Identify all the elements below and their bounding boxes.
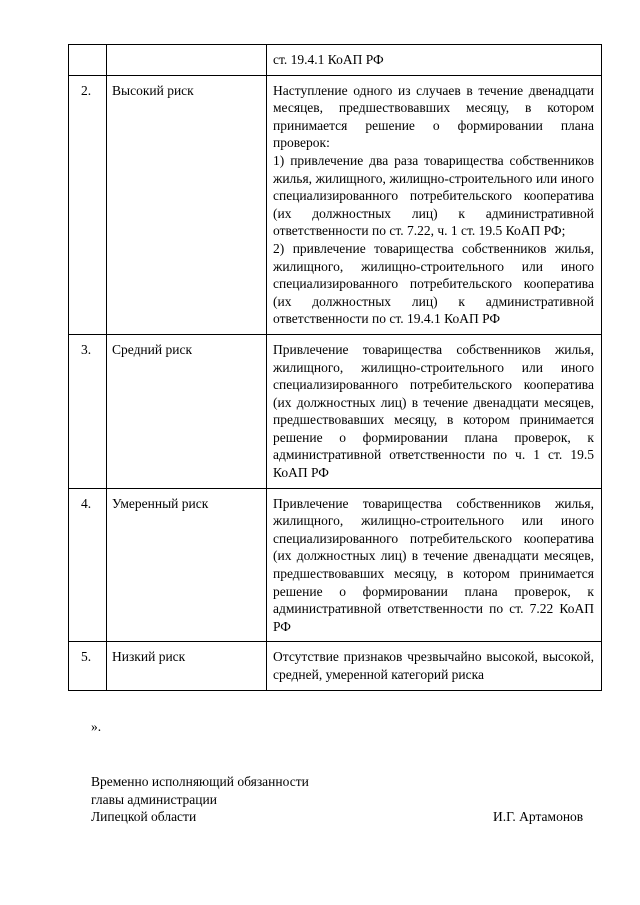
table-row	[69, 488, 602, 642]
signature-position-line-3: Липецкой области	[91, 809, 197, 825]
risk-category-label	[107, 45, 266, 51]
row-number: 5.	[81, 649, 92, 665]
row-number	[69, 45, 106, 51]
row-number-cell	[69, 75, 107, 334]
risk-criteria-paragraph: Отсутствие признаков чрезвычайно высокой, высокой, средней, умеренной категорий риска	[273, 649, 594, 682]
row-number: 3.	[81, 341, 92, 357]
risk-criteria-paragraph: Наступление одного из случаев в течение двенадцати месяцев, предшествовавших месяцу, в котором принимается решение о формировании плана проверок:	[273, 82, 594, 151]
row-number-cell	[69, 45, 107, 76]
risk-table-body	[69, 45, 602, 691]
risk-criteria-paragraph: 2) привлечение товарищества собственников жилья, жилищного, жилищно-строительного или иного специализированного потребительского кооператива (их должностных лиц) к административной ответственности по ст. 19.4.1 КоАП РФ	[273, 240, 594, 327]
table-row	[69, 45, 602, 76]
risk-category-label: Средний риск	[112, 341, 193, 357]
risk-criteria-cell	[267, 75, 602, 334]
risk-criteria-cell	[267, 334, 602, 488]
row-number-cell	[69, 642, 107, 690]
risk-criteria-text	[267, 489, 601, 642]
risk-category-cell	[107, 488, 267, 642]
risk-criteria-paragraph: Привлечение товарищества собственников жилья, жилищного, жилищно-строительного или иного специализированного потребительского кооператива (их должностных лиц) в течение двенадцати месяцев, предшествовавших месяцу, в котором принимается решение о формировании плана проверок, к административной ответственности по ч. 1 ст. 19.5 КоАП РФ	[273, 341, 594, 481]
risk-criteria-text	[267, 45, 601, 75]
risk-criteria-paragraph: Привлечение товарищества собственников жилья, жилищного, жилищно-строительного или иного специализированного потребительского кооператива (их должностных лиц) в течение двенадцати месяцев, предшествовавших месяцу, в котором принимается решение о формировании плана проверок, к административной ответственности по ст. 7.22 КоАП РФ	[273, 495, 594, 634]
table-row	[69, 75, 602, 334]
signature-position-line-2: главы администрации	[91, 791, 217, 807]
risk-category-label: Низкий риск	[112, 649, 186, 665]
risk-criteria-cell	[267, 488, 602, 642]
row-number-cell	[69, 334, 107, 488]
signature-block	[91, 773, 309, 826]
risk-criteria-paragraph: 1) привлечение два раза товарищества собственников жилья, жилищного, жилищно-строительного или иного специализированного потребительского кооператива (их должностных лиц) к административной ответственности по ст. 7.22, ч. 1 ст. 19.5 КоАП РФ;	[273, 152, 594, 239]
risk-category-label: Высокий риск	[112, 82, 194, 98]
risk-categories-table	[68, 44, 602, 691]
signatory-name: И.Г. Артамонов	[493, 809, 584, 824]
table-row	[69, 334, 602, 488]
row-number: 2.	[81, 82, 92, 98]
risk-category-label: Умеренный риск	[112, 495, 209, 511]
risk-criteria-paragraph: ст. 19.4.1 КоАП РФ	[273, 52, 384, 67]
closing-quote: ».	[91, 719, 102, 734]
risk-criteria-text	[267, 335, 601, 488]
signature-position-line-1: Временно исполняющий обязанности	[91, 774, 309, 789]
risk-criteria-text	[267, 76, 601, 334]
risk-category-cell	[107, 75, 267, 334]
risk-criteria-cell	[267, 642, 602, 690]
risk-category-cell	[107, 334, 267, 488]
table-row	[69, 642, 602, 690]
risk-criteria-text	[267, 642, 601, 689]
row-number: 4.	[81, 495, 92, 511]
risk-criteria-cell	[267, 45, 602, 76]
row-number-cell	[69, 488, 107, 642]
risk-category-cell	[107, 45, 267, 76]
risk-category-cell	[107, 642, 267, 690]
